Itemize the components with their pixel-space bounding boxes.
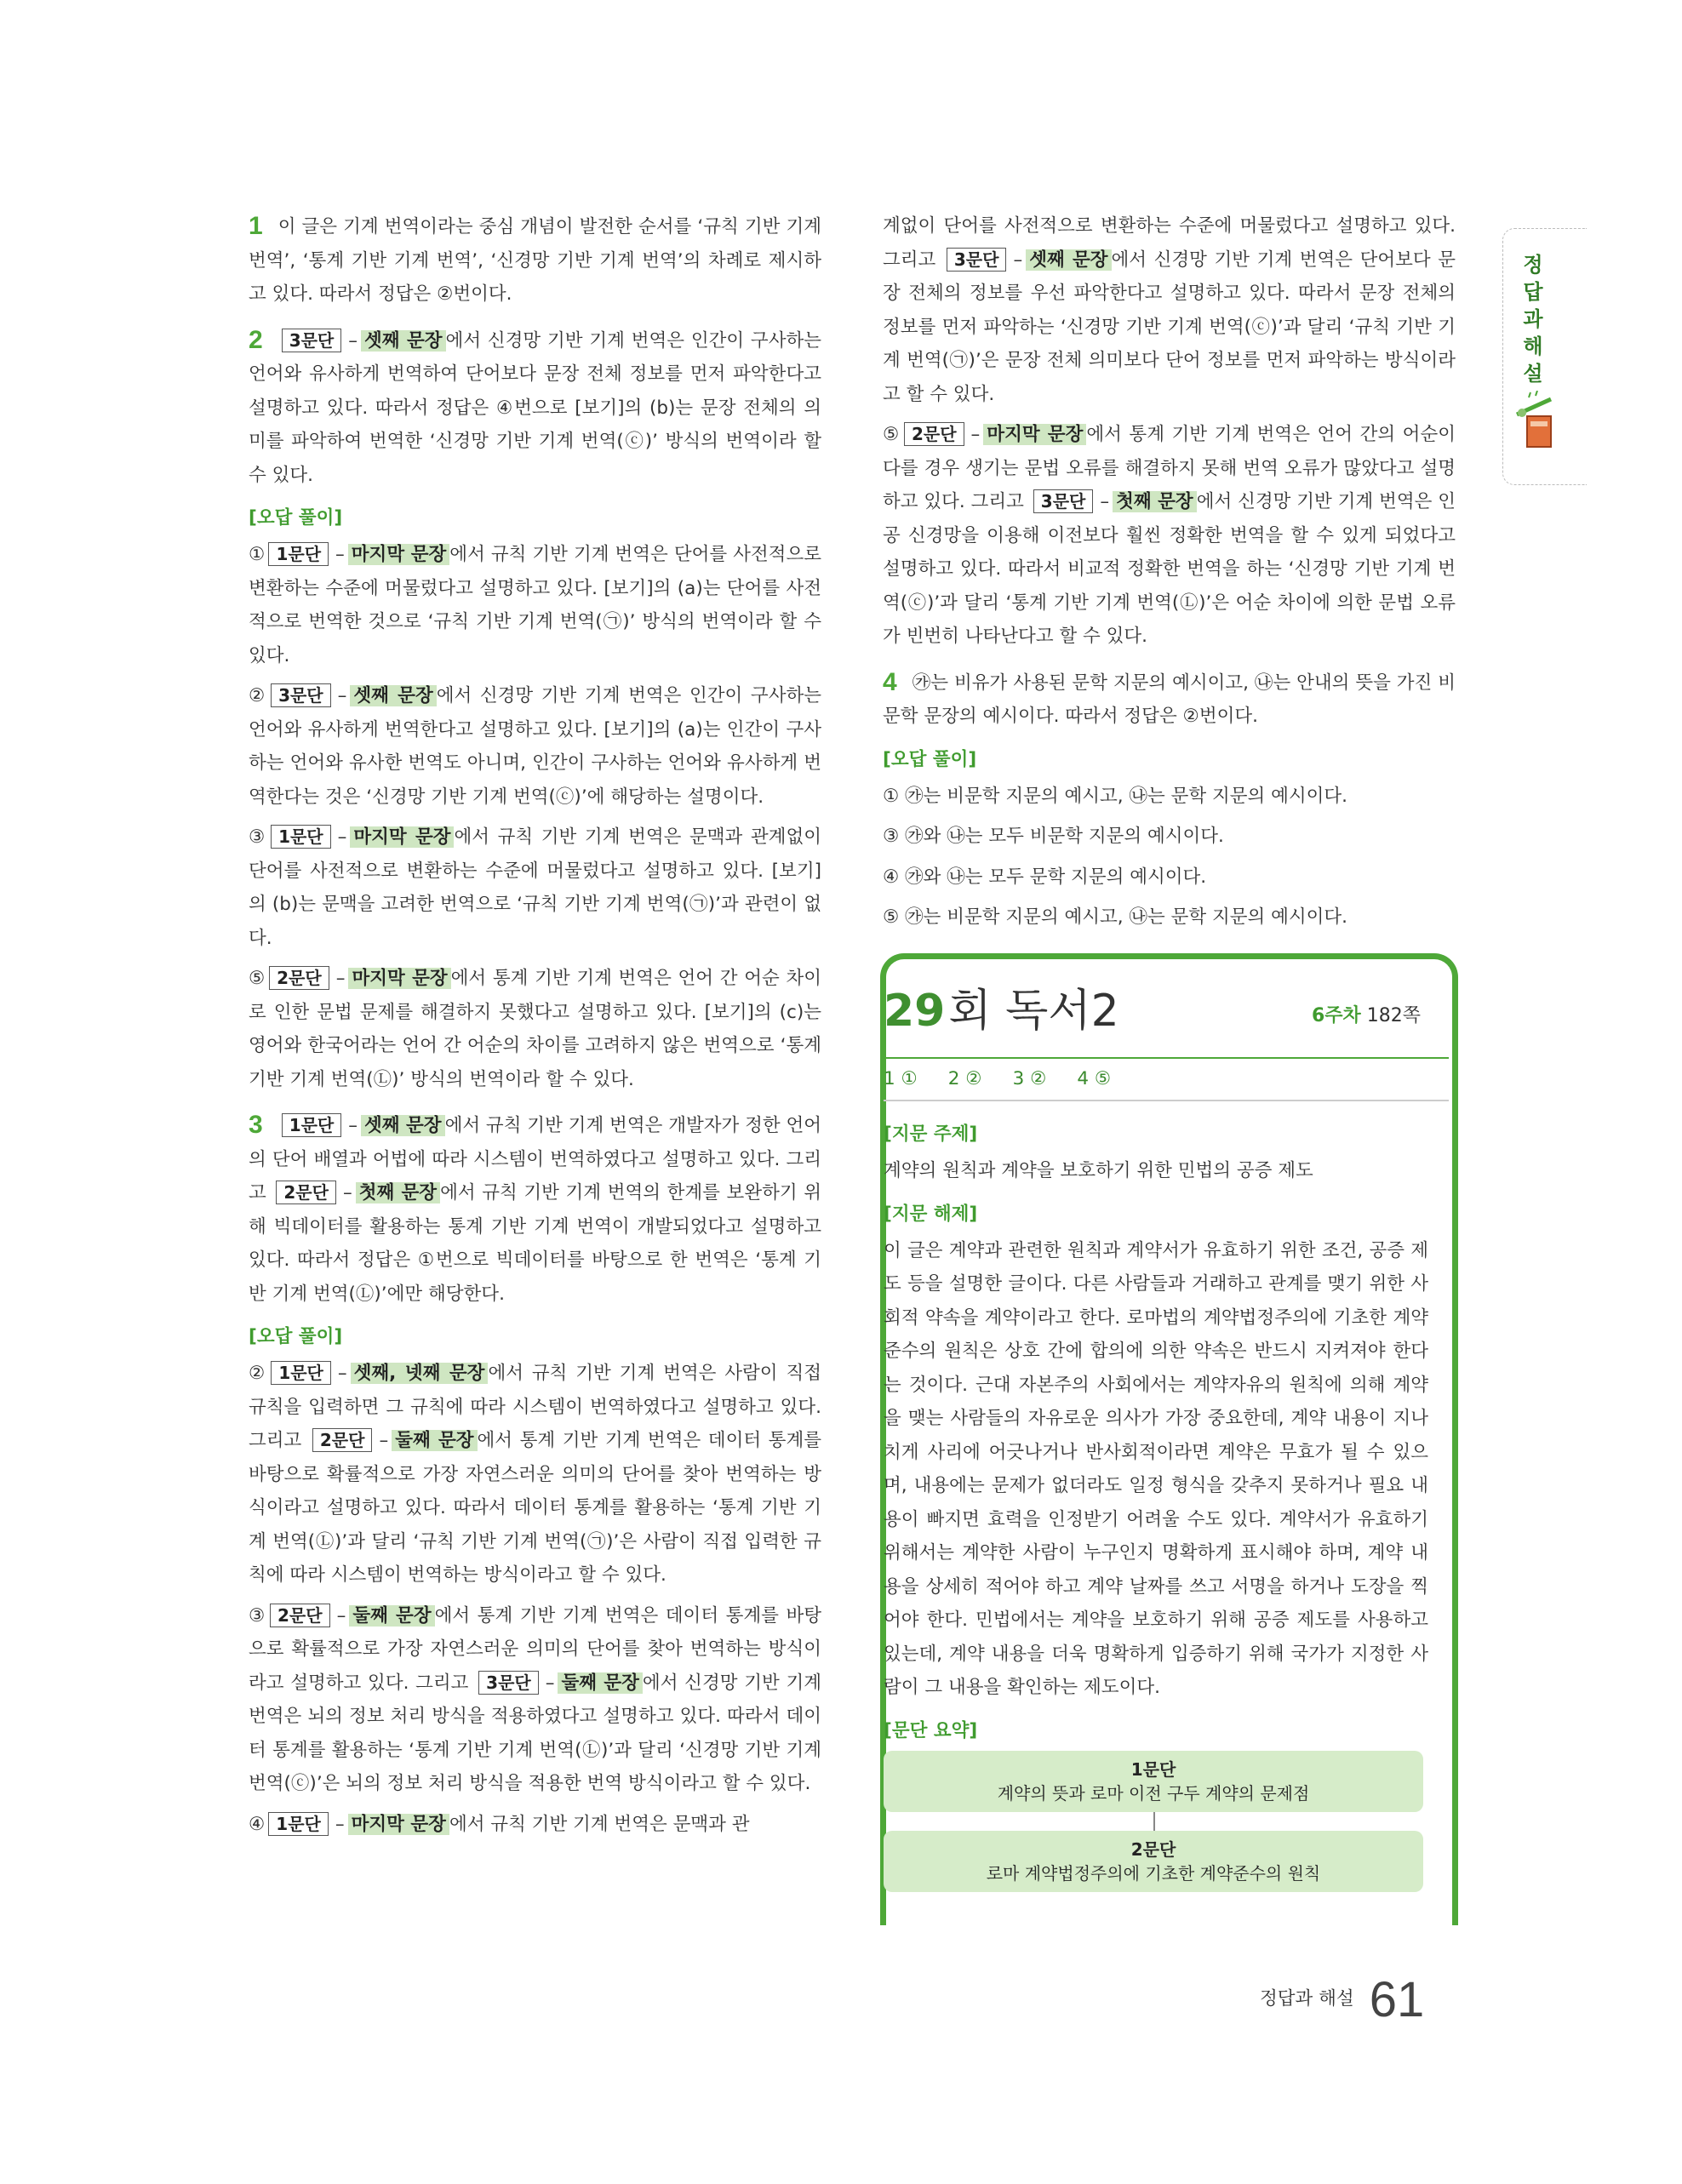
- q3-item: [249, 1357, 821, 1592]
- page-ref: 182쪽: [1366, 1005, 1421, 1026]
- q4-item: ① ㉮는 비문학 지문의 예시고, ㉯는 문학 지문의 예시이다.: [883, 785, 1347, 807]
- session-number: 29: [884, 986, 946, 1037]
- question-number: 4: [883, 667, 897, 696]
- item-text: 에서 통계 기반 기계 번역은 언어 간의 어순이 다를 경우 생기는 문법 오류를 해결하지 못해 번역 오류가 많았다고 설명하고 있다. 그리고: [883, 424, 1456, 512]
- wrong-answer-heading: [오답 풀이]: [249, 1326, 343, 1347]
- q1: [249, 209, 821, 312]
- continued-item: [883, 209, 1456, 411]
- side-tab-title: [1503, 251, 1563, 387]
- wrong-answer-heading: [오답 풀이]: [249, 507, 343, 529]
- page-number: 61: [1369, 1972, 1425, 2027]
- connector: [1153, 1812, 1155, 1831]
- side-tab-char: 정: [1523, 253, 1543, 277]
- dash: –: [342, 1182, 352, 1203]
- topic-heading: [지문 주제]: [884, 1123, 978, 1145]
- sentence-highlight: 마지막 문장: [348, 968, 450, 989]
- sentence-highlight: 마지막 문장: [350, 826, 454, 848]
- paragraph-tag: 2문단: [312, 1428, 373, 1452]
- summary-card: [884, 1751, 1423, 1812]
- item-text: 에서 통계 기반 기계 번역은 언어 간 어순 차이로 인한 문법 문제를 해결하지 못했다고 설명하고 있다. [보기]의 (c)는 영어와 한국어라는 언어 간 어순의 차이를 고려하지 않은 번역으로 ‘통계 기반 기계 번역(Ⓛ)’ 방식의 번역이라 할 수 있다.: [249, 968, 821, 1090]
- dash: –: [337, 1363, 347, 1384]
- q2-item: [249, 962, 821, 1096]
- q2-item: [249, 679, 821, 814]
- sentence-highlight: 셋째 문장: [361, 330, 446, 352]
- q4-item: ④ ㉮와 ㉯는 모두 문학 지문의 예시이다.: [883, 866, 1207, 888]
- paragraph-tag: 2문단: [269, 966, 329, 990]
- paragraph-tag: 3문단: [478, 1671, 539, 1695]
- paragraph-tag: 1문단: [271, 1361, 331, 1385]
- paragraph-tag: 2문단: [904, 422, 964, 446]
- sentence-highlight: 셋째 문장: [350, 685, 436, 706]
- choice-mark: ⑤: [249, 968, 266, 989]
- question-number: 2: [249, 325, 263, 354]
- week-page: [1312, 1001, 1421, 1027]
- sentence-highlight: 셋째, 넷째 문장: [351, 1363, 489, 1384]
- q4-item: ⑤ ㉮는 비문학 지문의 예시고, ㉯는 문학 지문의 예시이다.: [883, 906, 1347, 928]
- sentence-highlight: 마지막 문장: [348, 544, 450, 565]
- wrong-answer-heading: [오답 풀이]: [883, 748, 977, 770]
- item-text: 에서 통계 기반 기계 번역은 데이터 통계를 바탕으로 확률적으로 가장 자연스러운 의미의 단어를 찾아 번역하는 방식이라고 설명하고 있다. 그리고: [249, 1604, 822, 1694]
- dash: –: [336, 1604, 346, 1627]
- paragraph-tag: 3문단: [282, 329, 342, 352]
- summary-text: 계약의 뜻과 로마 이전 구두 계약의 문제점: [997, 1782, 1310, 1804]
- choice-mark: ①: [249, 544, 266, 565]
- answer-key: [884, 1064, 1141, 1095]
- sentence-highlight: 첫째 문장: [1113, 491, 1197, 512]
- choice-mark: ②: [249, 1363, 268, 1384]
- sentence-highlight: 마지막 문장: [348, 1814, 449, 1835]
- left-column: [249, 209, 821, 1848]
- q3-text: 에서 규칙 기반 기계 번역은 개발자가 정한 언어의 단어 배열과 어법에 따라 시스템이 번역하였다고 설명하고 있다. 그리고: [249, 1115, 822, 1203]
- choice-mark: ⑤: [883, 424, 901, 445]
- dash: –: [970, 424, 981, 445]
- q2: [249, 323, 821, 493]
- session-title: [884, 986, 1119, 1037]
- paragraph-tag: 3문단: [947, 248, 1007, 272]
- summary-title: 2문단: [1130, 1838, 1176, 1860]
- question-number: 3: [249, 1111, 263, 1139]
- explain-text: 이 글은 계약과 관련한 원칙과 계약서가 유효하기 위한 조건, 공증 제도 등을 설명한 글이다. 다른 사람들과 거래하고 관계를 맺기 위한 사회적 약속을 계약이라고 한다. 로마법의 계약법정주의에 기초한 계약준수의 원칙은 상호 간에 합의에 의한 약속은 반드시 지켜져야 한다는 것이다. 근대 자본주의 사회에서는 계약자유의 원칙에 의해 계약을 맺는 사람들의 자유로운 의사가 가장 중요한데, 계약 내용이 지나치게 사리에 어긋나거나 반사회적이라면 계약은 무효가 될 수 있으며, 내용에는 문제가 없더라도 일정 형식을 갖추지 못하거나 필요 내용이 빠지면 효력을 인정받기 어려울 수도 있다. 계약서가 유효하기 위해서는 계약한 사람이 누구인지 명확하게 표시해야 하며, 계약 내용을 상세히 적어야 하고 계약 날짜를 쓰고 서명을 하거나 도장을 찍어야 한다. 민법에서는 계약을 보호하기 위해 공증 제도를 사용하고 있는데, 계약 내용을 더욱 명확하게 입증하기 위해 국가가 지정한 사람이 그 내용을 확인하는 제도이다.: [884, 1239, 1428, 1698]
- q3-item: [249, 1599, 821, 1801]
- side-tab-char: 설: [1523, 362, 1543, 386]
- book-pencil-icon: [1512, 391, 1559, 450]
- paragraph-tag: 3문단: [1033, 489, 1094, 513]
- item-text: 에서 신경망 기반 기계 번역은 인간이 구사하는 언어와 유사하게 번역한다고 설명하고 있다. [보기]의 (a)는 인간이 구사하는 언어와 유사한 번역도 아니며, 인간이 구사하는 언어와 유사하게 번역한다는 것은 ‘신경망 기반 기계 번역(ⓒ)’에 해당하는 설명이다.: [249, 685, 822, 808]
- item-text: 계없이 단어를 사전적으로 변환하는 수준에 머물렀다고 설명하고 있다. 그리고: [883, 215, 1456, 271]
- session-name: 회 독서2: [948, 986, 1119, 1037]
- q3-item: [883, 418, 1456, 654]
- dash: –: [348, 329, 358, 352]
- paragraph-tag: 1문단: [268, 1812, 329, 1836]
- paragraph-tag: 1문단: [282, 1113, 342, 1137]
- item-text: 에서 규칙 기반 기계 번역은 단어를 사전적으로 변환하는 수준에 머물렀다고 설명하고 있다. [보기]의 (a)는 단어를 사전적으로 번역한 것으로 ‘규칙 기반 기계 번역(㉠)’ 방식의 번역이라 할 수 있다.: [249, 544, 821, 666]
- divider: [884, 1100, 1449, 1101]
- q2-text: 에서 신경망 기반 기계 번역은 인간이 구사하는 언어와 유사하게 번역하여 단어보다 문장 전체 정보를 먼저 파악한다고 설명하고 있다. 따라서 정답은 ④번으로 [보기]의 (b)는 문장 전체의 의미를 파악하여 번역한 ‘신경망 기반 기계 번역(ⓒ)’ 방식의 번역이라 할 수 있다.: [249, 329, 822, 486]
- sentence-highlight: 셋째 문장: [1026, 249, 1111, 271]
- choice-mark: ②: [249, 685, 268, 706]
- box-body: [884, 1108, 1428, 1892]
- summary-heading: [문단 요약]: [884, 1719, 978, 1741]
- q4-text: ㉮는 비유가 사용된 문학 지문의 예시이고, ㉯는 안내의 뜻을 가진 비문학 문장의 예시이다. 따라서 정답은 ②번이다.: [883, 672, 1456, 727]
- dash: –: [335, 1813, 345, 1835]
- answer: 1 ①: [884, 1068, 918, 1089]
- sentence-highlight: 셋째 문장: [361, 1115, 445, 1136]
- dash: –: [348, 1115, 358, 1136]
- choice-mark: ④: [249, 1813, 266, 1835]
- question-number: 1: [249, 212, 263, 240]
- divider: [884, 1057, 1449, 1059]
- answer: 4 ⑤: [1077, 1068, 1112, 1089]
- footer-label: 정답과 해설: [1260, 1988, 1354, 2010]
- item-text: 에서 규칙 기반 기계 번역은 문맥과 관: [449, 1813, 750, 1835]
- sentence-highlight: 둘째 문장: [349, 1605, 434, 1627]
- side-tab-char: 과: [1523, 307, 1543, 331]
- paragraph-tag: 1문단: [271, 825, 331, 849]
- choice-mark: ③: [249, 826, 268, 848]
- side-tab-char: 답: [1523, 280, 1543, 304]
- paragraph-tag: 2문단: [270, 1604, 330, 1627]
- sentence-highlight: 마지막 문장: [983, 424, 1086, 445]
- answer: 3 ②: [1012, 1068, 1047, 1089]
- answer: 2 ②: [947, 1068, 982, 1089]
- q2-item: [249, 820, 821, 955]
- item-text: 에서 신경망 기반 기계 번역은 인공 신경망을 이용해 이전보다 훨씬 정확한 번역을 할 수 있게 되었다고 설명하고 있다. 따라서 비교적 정확한 번역을 하는 ‘신경망 기반 기계 번역(ⓒ)’과 달리 ‘통계 기반 기계 번역(Ⓛ)’은 어순 차이에 의한 문법 오류가 빈번히 나타난다고 할 수 있다.: [883, 491, 1456, 647]
- right-column: [883, 209, 1456, 941]
- item-text: 에서 신경망 기반 기계 번역은 단어보다 문장 전체의 정보를 우선 파악한다고 설명하고 있다. 따라서 문장 전체의 정보를 먼저 파악하는 ‘신경망 기반 기계 번역(ⓒ)’과 달리 ‘규칙 기반 기계 번역(㉠)’은 문장 전체 의미보다 단어 정보를 먼저 파악하는 방식이라고 할 수 있다.: [883, 249, 1456, 405]
- dash: –: [335, 968, 346, 989]
- session-box: [880, 953, 1453, 1919]
- paragraph-tag: 3문단: [271, 683, 331, 707]
- item-text: 에서 규칙 기반 기계 번역은 사람이 직접 규칙을 입력하면 그 규칙에 따라 시스템이 번역하였다고 설명하고 있다. 그리고: [249, 1363, 821, 1451]
- item-text: 에서 신경망 기반 기계 번역은 뇌의 정보 처리 방식을 적용하였다고 설명하고 있다. 따라서 데이터 통계를 활용하는 ‘통계 기반 기계 번역(Ⓛ)’과 달리 ‘신경망 기반 기계 번역(ⓒ)’은 뇌의 정보 처리 방식을 적용한 번역 방식이라고 할 수 있다.: [249, 1672, 821, 1794]
- paragraph-tag: 2문단: [276, 1181, 336, 1204]
- q4: [883, 666, 1456, 734]
- q4-item: ③ ㉮와 ㉯는 모두 비문학 지문의 예시이다.: [883, 826, 1224, 847]
- sentence-highlight: 둘째 문장: [558, 1672, 642, 1694]
- item-text: 에서 통계 기반 기계 번역은 데이터 통계를 바탕으로 확률적으로 가장 자연스러운 의미의 단어를 찾아 번역하는 방식이라고 설명하고 있다. 따라서 데이터 통계를 활용하는 ‘통계 기반 기계 번역(Ⓛ)’과 달리 ‘규칙 기반 기계 번역(㉠)’은 사람이 직접 입력한 규칙에 따라 시스템이 번역하는 방식이라고 할 수 있다.: [249, 1430, 821, 1586]
- page-footer: [1260, 1971, 1424, 2028]
- q3-text: 에서 규칙 기반 기계 번역의 한계를 보완하기 위해 빅데이터를 활용하는 통계 기반 기계 번역이 개발되었다고 설명하고 있다. 따라서 정답은 ①번으로 빅데이터를 바탕으로 한 번역은 ‘통계 기반 기계 번역(Ⓛ)’에만 해당한다.: [249, 1182, 822, 1305]
- dash: –: [1100, 491, 1110, 512]
- summary-text: 로마 계약법정주의에 기초한 계약준수의 원칙: [986, 1862, 1321, 1884]
- topic-text: 계약의 원칙과 계약을 보호하기 위한 민법의 공증 제도: [884, 1160, 1313, 1181]
- side-tab-char: 해: [1523, 334, 1543, 358]
- week-label: 6주차: [1311, 1005, 1361, 1026]
- summary-card: [884, 1831, 1423, 1892]
- choice-mark: ③: [249, 1604, 266, 1627]
- dash: –: [379, 1430, 389, 1451]
- q1-text: 이 글은 기계 번역이라는 중심 개념이 발전한 순서를 ‘규칙 기반 기계 번역’, ‘통계 기반 기계 번역’, ‘신경망 기반 기계 번역’의 차례로 제시하고 있다. 따라서 정답은 ②번이다.: [249, 216, 821, 305]
- item-text: 에서 규칙 기반 기계 번역은 문맥과 관계없이 단어를 사전적으로 변환하는 수준에 머물렀다고 설명하고 있다. [보기]의 (b)는 문맥을 고려한 번역으로 ‘규칙 기반 기계 번역(㉠)’과 관련이 없다.: [249, 826, 821, 949]
- dash: –: [335, 544, 345, 565]
- q3-item: [249, 1808, 821, 1842]
- paragraph-tag: 1문단: [268, 542, 329, 566]
- q2-item: [249, 538, 821, 672]
- side-tab: [1502, 228, 1587, 485]
- summary-title: 1문단: [1130, 1758, 1176, 1780]
- sentence-highlight: 첫째 문장: [356, 1182, 440, 1203]
- explain-heading: [지문 해제]: [884, 1203, 978, 1225]
- dash: –: [337, 685, 347, 706]
- dash: –: [1013, 249, 1023, 271]
- dash: –: [337, 826, 347, 848]
- sentence-highlight: 둘째 문장: [392, 1430, 477, 1451]
- q3: [249, 1108, 821, 1311]
- dash: –: [545, 1672, 555, 1694]
